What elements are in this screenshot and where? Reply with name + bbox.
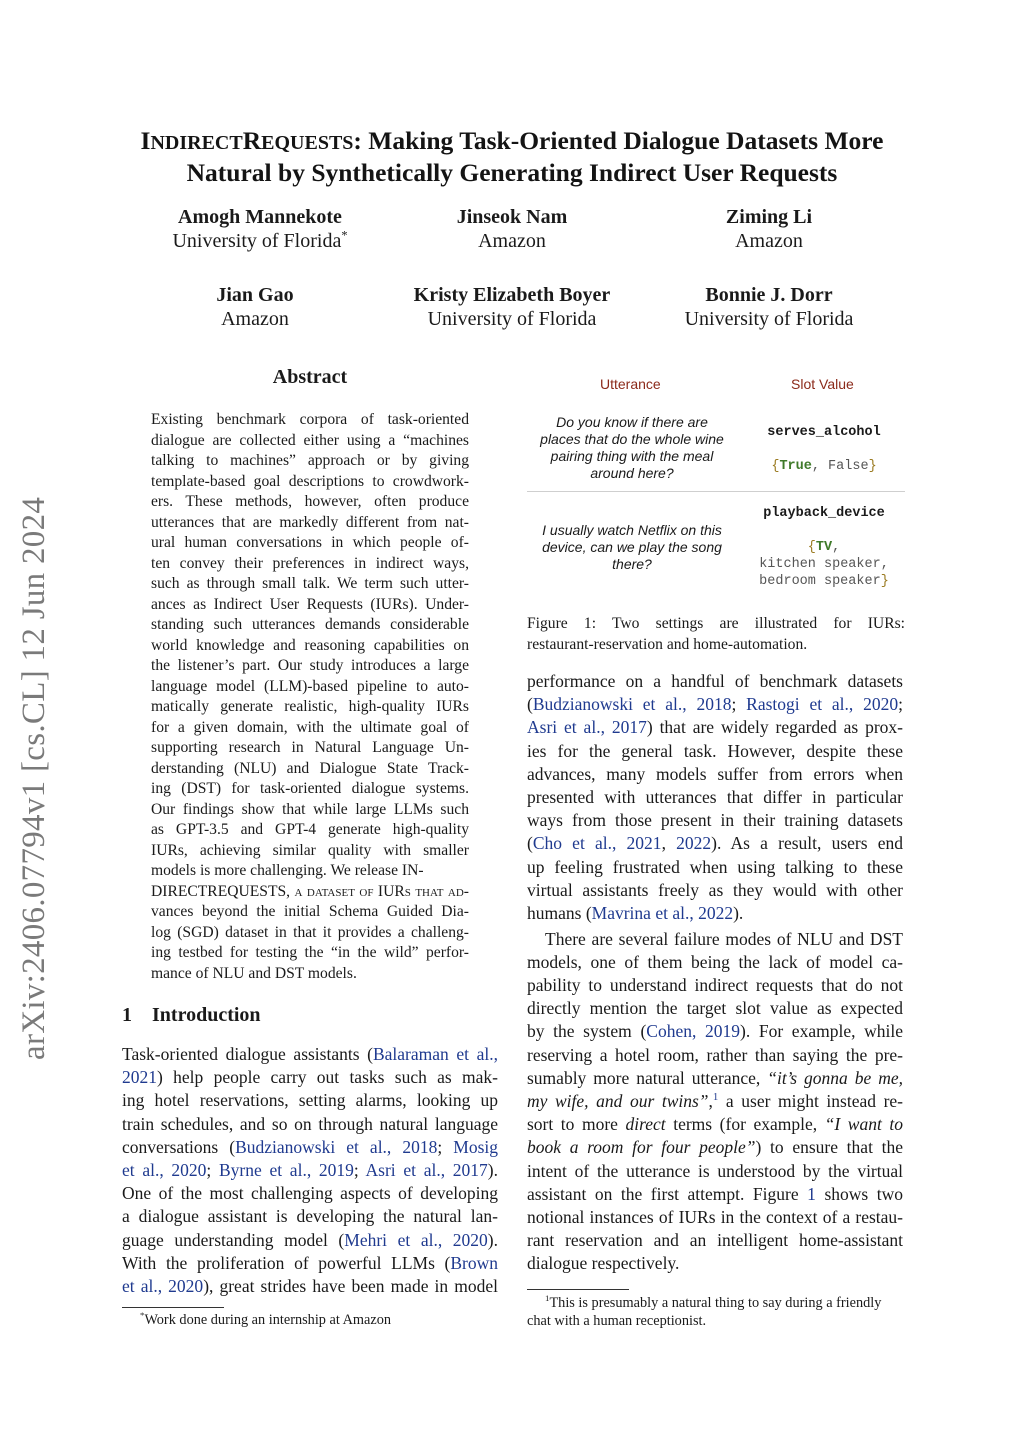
body-line: a dialogue assistant is developing the natural lan-: [122, 1206, 498, 1227]
author-name: Amogh Mannekote: [178, 206, 342, 228]
body-line: dialogue respectively.: [527, 1253, 680, 1274]
figure-slot-value: serves_alcohol {True, False}: [767, 425, 881, 474]
abstract-line: talking to machines” approach or by giving: [151, 452, 469, 469]
body-line: advances, many models suffer from errors when: [527, 763, 903, 784]
body-line: book a room for four people”) to ensure that the: [527, 1137, 903, 1158]
body-line: 2021) help people carry out tasks such as mak-: [122, 1067, 498, 1088]
body-line: notional instances of IURs in the context of a restau-: [527, 1206, 903, 1227]
body-line: conversations (Budzianowski et al., 2018; Mosig: [122, 1136, 498, 1157]
abstract-line: ten convey their preferences in indirect ways,: [151, 554, 469, 572]
abstract-line: DIRECTREQUESTS, a dataset of IURs that ad-: [151, 882, 469, 900]
body-line: pability to understand indirect requests that do not: [527, 974, 903, 995]
figure-caption: restaurant-reservation and home-automation.: [527, 635, 808, 653]
author-affiliation: University of Florida: [427, 308, 597, 330]
figure-utterance: Do you know if there are places that do the whole wine pairing thing with the meal around here?: [540, 414, 724, 481]
body-line: (Budzianowski et al., 2018; Rastogi et al., 2020;: [527, 694, 903, 715]
abstract-line: standing such utterances demands considerable: [151, 616, 469, 633]
body-line: ing hotel reservations, setting alarms, looking up: [122, 1090, 498, 1111]
paper-title: [110, 126, 914, 187]
body-line: train schedules, and so on through natural language: [122, 1113, 498, 1134]
abstract-line: Existing benchmark corpora of task-oriented: [151, 411, 469, 428]
body-line: my wife, and our twins”,$^1$ a user might instead re-: [527, 1090, 903, 1111]
body-line: up feeling frustrated when using talking to these: [527, 856, 903, 877]
citation-link[interactable]: Cho et al., 2021: [532, 833, 662, 854]
figure-utterance: I usually watch Netflix on this device, can we play the song there?: [542, 522, 722, 572]
citation-link[interactable]: Mavrina et al., 2022: [591, 903, 734, 923]
citation-link[interactable]: Asri et al., 2017: [527, 717, 647, 738]
body-line: sort to more direct terms (for example, “I want to: [527, 1114, 903, 1135]
body-line: et al., 2020), great strides have been made in model: [122, 1276, 498, 1296]
citation-link[interactable]: Rastogi et al., 2020: [746, 694, 899, 715]
title-line-1: INDIRECTREQUESTS: Making Task-Oriented Dialogue Datasets More: [140, 126, 884, 155]
abstract-line: Our findings show that while large LLMs such: [151, 800, 469, 818]
citation-link[interactable]: Cohen, 2019: [646, 1021, 740, 1042]
abstract-line: derstanding (NLU) and Dialogue State Track-: [151, 759, 469, 777]
citation-link[interactable]: Mehri et al., 2020: [344, 1229, 488, 1250]
footnote: *Work done during an internship at Amazon: [140, 1310, 392, 1328]
abstract-line: utterances that are markedly different from nat-: [151, 513, 469, 531]
abstract-line: ers. These methods, however, often produce: [151, 493, 469, 510]
footnote-rule: [122, 1307, 224, 1308]
figure-header-utterance: Utterance: [600, 376, 661, 392]
author-affiliation: Amazon: [735, 230, 803, 252]
author-block: [135, 283, 375, 331]
author-affiliation: University of Florida*: [172, 228, 348, 252]
arxiv-identifier: arXiv:2406.07794v1 [cs.CL] 12 Jun 2024: [16, 496, 52, 1060]
body-line: With the proliferation of powerful LLMs (Brown: [122, 1252, 498, 1273]
citation-link[interactable]: 2021: [122, 1067, 157, 1088]
author-name: Bonnie J. Dorr: [705, 284, 833, 306]
abstract-line: matically generate realistic, high-quality IURs: [151, 698, 469, 715]
citation-link[interactable]: Mosig: [453, 1136, 498, 1157]
author-block: [140, 205, 380, 253]
body-line: virtual assistants freely as they would with other: [527, 879, 903, 900]
body-line: humans (Mavrina et al., 2022).: [527, 903, 744, 923]
citation-link[interactable]: 2022: [676, 833, 712, 854]
figure-slot-value: playback_device {TV, kitchen speaker, bedroom speaker}: [759, 506, 889, 589]
author-block: [649, 283, 889, 331]
abstract-line: IURs, achieving similar quality with smaller: [151, 841, 469, 859]
body-line: guage understanding model (Mehri et al., 2020).: [122, 1229, 498, 1250]
body-line: assistant on the first attempt. Figure 1 shows two: [527, 1183, 903, 1204]
author-name: Ziming Li: [725, 206, 813, 228]
body-line: One of the most challenging aspects of developing: [122, 1183, 498, 1204]
abstract-line: models is more challenging. We release IN-: [151, 862, 424, 879]
author-block: [392, 205, 632, 253]
footnote: chat with a human receptionist.: [527, 1312, 707, 1329]
body-line: models, one of them being the lack of model ca-: [527, 951, 903, 972]
citation-link[interactable]: Balaraman et al.,: [372, 1044, 498, 1064]
citation-link[interactable]: et al., 2020: [122, 1276, 204, 1296]
citation-link[interactable]: et al., 2020: [122, 1160, 207, 1180]
abstract-line: vances beyond the initial Schema Guided Dia-: [151, 903, 469, 920]
author-affiliation: Amazon: [478, 230, 546, 252]
citation-link[interactable]: Budzianowski et al., 2018: [532, 694, 732, 715]
abstract-line: dialogue are collected either using a “machines: [151, 431, 469, 449]
figure-header-slot: Slot Value: [791, 376, 854, 392]
abstract-line: the listener’s part. Our study introduces a large: [151, 657, 469, 674]
abstract-heading: Abstract: [272, 366, 348, 388]
body-line: by the system (Cohen, 2019). For example, while: [527, 1021, 903, 1042]
title-line-2: Natural by Synthetically Generating Indirect User Requests: [186, 158, 838, 187]
citation-link[interactable]: Budzianowski et al., 2018: [235, 1136, 438, 1157]
body-line: intent of the utterance is understood by the virtual: [527, 1160, 903, 1181]
body-line: presented with utterances that differ in particular: [527, 787, 903, 807]
body-line: sumably more natural utterance, “it’s gonna be me,: [527, 1067, 904, 1088]
abstract-line: for a given domain, with the ultimate goal of: [151, 718, 469, 736]
section-heading: 1 Introduction: [122, 1004, 261, 1026]
body-line: (Cho et al., 2021, 2022). As a result, users end: [527, 833, 903, 854]
abstract-line: ing (DST) for task-oriented dialogue systems.: [151, 780, 469, 797]
body-line: rant reservation and an intelligent home-assistant: [527, 1230, 903, 1251]
body-line: There are several failure modes of NLU and DST: [545, 928, 903, 949]
abstract-line: supporting research in Natural Language Un-: [151, 739, 469, 756]
body-line: Task-oriented dialogue assistants (Balaraman et al.,: [122, 1044, 498, 1064]
footnote-rule: [527, 1289, 629, 1290]
author-block: [372, 283, 652, 331]
abstract-line: ural human conversations in which people of-: [151, 534, 469, 551]
abstract-line: world knowledge and reasoning capabilities on: [151, 636, 469, 654]
abstract-line: such as through small talk. We term such utter-: [151, 575, 469, 592]
author-block: [649, 205, 889, 253]
abstract-line: ing testbed for testing the “in the wild” perfor-: [151, 944, 469, 961]
citation-link[interactable]: Byrne et al., 2019: [219, 1160, 354, 1180]
abstract-line: ances as Indirect User Requests (IURs). Under-: [151, 595, 469, 613]
body-line: ways from those present in their training datasets: [527, 810, 903, 831]
citation-link[interactable]: Asri et al., 2017: [365, 1160, 488, 1180]
figure-divider: [527, 491, 905, 492]
body-line: directly mention the target slot value as expected: [527, 998, 903, 1019]
abstract-line: as GPT-3.5 and GPT-4 generate high-quality: [151, 821, 469, 838]
footnote: $^1$This is presumably a natural thing to say during a friendly: [545, 1293, 882, 1311]
author-affiliation: University of Florida: [684, 308, 854, 330]
author-name: Jinseok Nam: [456, 206, 568, 228]
author-name: Kristy Elizabeth Boyer: [413, 284, 611, 306]
citation-link[interactable]: Brown: [450, 1252, 498, 1273]
abstract-line: log (SGD) dataset in that it provides a challeng-: [151, 923, 469, 941]
figure-caption: Figure 1: Two settings are illustrated for IURs:: [527, 615, 905, 632]
body-line: et al., 2020; Byrne et al., 2019; Asri et al., 2017).: [122, 1160, 498, 1180]
body-line: Asri et al., 2017) that are widely regarded as prox-: [527, 717, 903, 738]
figure-ref-link[interactable]: 1: [807, 1183, 816, 1204]
body-line: ies for the general task. However, despite these: [527, 740, 903, 761]
abstract-line: template-based goal descriptions to crowdwork-: [151, 472, 469, 490]
abstract-line: mance of NLU and DST models.: [151, 964, 357, 982]
author-name: Jian Gao: [216, 284, 294, 306]
author-affiliation: Amazon: [221, 308, 289, 330]
body-line: performance on a handful of benchmark datasets: [527, 671, 903, 691]
abstract-line: language model (LLM)-based pipeline to auto-: [151, 677, 469, 695]
body-line: reserving a hotel room, rather than saying the pre-: [527, 1044, 903, 1065]
